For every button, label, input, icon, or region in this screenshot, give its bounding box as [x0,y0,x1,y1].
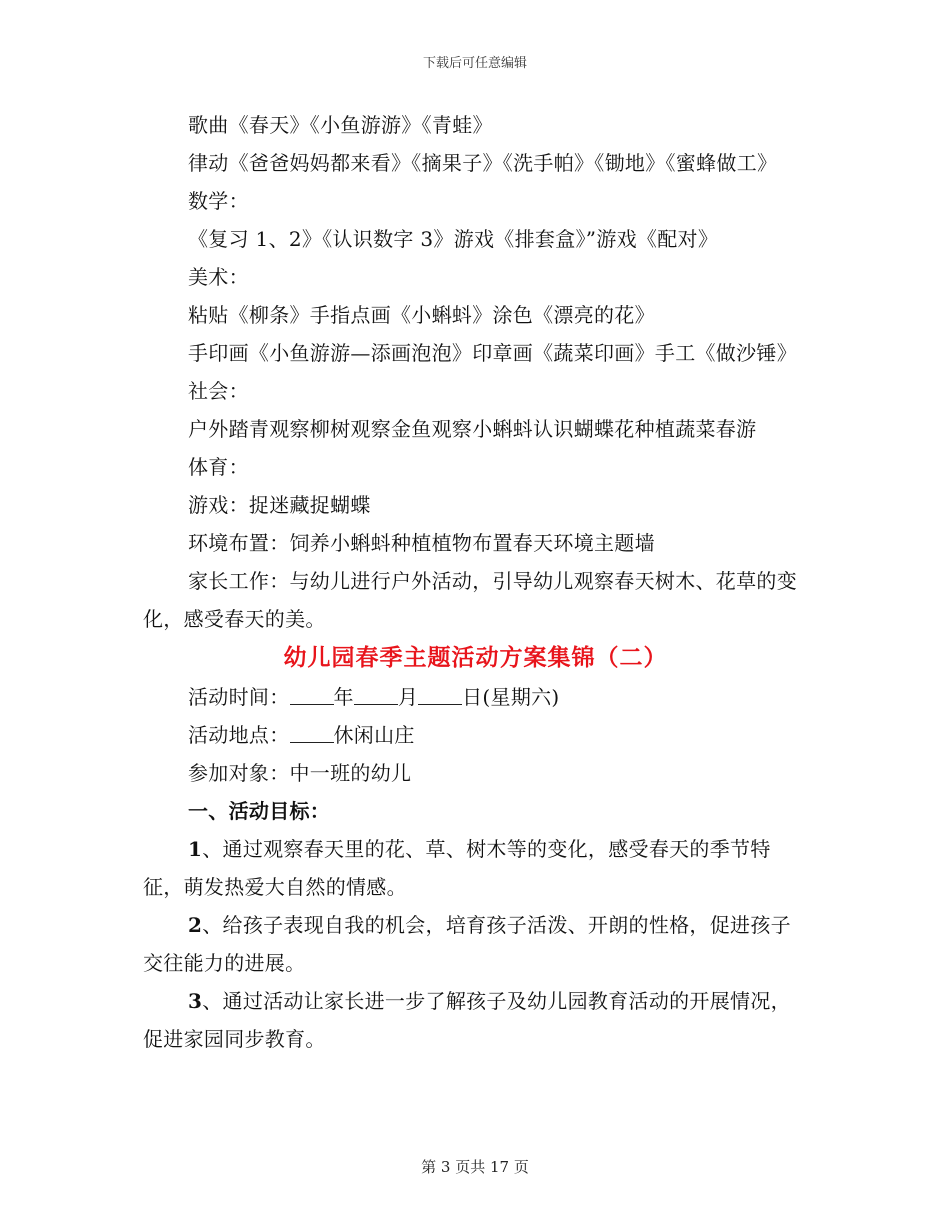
activity-place [143,716,808,754]
text-line: 律动《爸爸妈妈都来看》《摘果子》《洗手帕》《锄地》《蜜蜂做工》 [188,151,778,175]
text-line: 社会： [188,379,249,403]
text-line: 《复习 1、2》《认识数字 3》游戏《排套盒》”游戏《配对》 [188,227,719,251]
day-label: 日(星期六) [462,685,560,709]
activity-place-value: 休闲山庄 [333,723,415,747]
text-line: 家长工作：与幼儿进行户外活动，引导幼儿观察春天树木、花草的变化，感受春天的美。 [143,569,797,631]
activity-time [143,678,808,716]
month-blank [354,684,398,705]
goal-number: 3 [188,989,203,1013]
goal-text: 、给孩子表现自我的机会，培育孩子活泼、开朗的性格，促进孩子交往能力的进展。 [143,913,791,975]
goal-item [143,982,808,1058]
goal-text: 、通过活动让家长进一步了解孩子及幼儿园教育活动的开展情况，促进家园同步教育。 [143,989,791,1051]
month-label: 月 [397,685,419,709]
page-footer: 第 3 页共 17 页 [421,1158,529,1176]
activity-place-label: 活动地点： [188,723,290,747]
day-blank [418,684,462,705]
page-header: 下载后可任意编辑 [422,56,527,71]
goals-heading: 一、活动目标： [188,799,331,823]
text-line: 数学： [188,189,249,213]
place-blank [290,722,334,743]
goal-item [143,830,808,906]
text-line: 手印画《小鱼游游—添画泡泡》印章画《蔬菜印画》手工《做沙锤》 [188,341,797,365]
goal-item [143,906,808,982]
text-line: 户外踏青观察柳树观察金鱼观察小蝌蚪认识蝴蝶花种植蔬菜春游 [188,417,757,441]
section-title: 幼儿园春季主题活动方案集锦（二） [283,644,668,671]
activity-time-label: 活动时间： [188,685,290,709]
text-line: 粘贴《柳条》手指点画《小蝌蚪》涂色《漂亮的花》 [188,303,655,327]
goal-number: 2 [188,913,203,937]
text-line: 环境布置：饲养小蝌蚪种植植物布置春天环境主题墙 [188,531,655,555]
goal-number: 1 [188,837,203,861]
year-blank [290,684,334,705]
text-line: 歌曲《春天》《小鱼游游》《青蛙》 [188,113,493,137]
text-line: 体育： [188,455,249,479]
text-line: 游戏：捉迷藏捉蝴蝶 [188,493,371,517]
participants: 参加对象：中一班的幼儿 [188,761,412,785]
document-body [143,106,808,1058]
text-line: 美术： [188,265,249,289]
year-label: 年 [333,685,354,709]
goal-text: 、通过观察春天里的花、草、树木等的变化，感受春天的季节特征，萌发热爱大自然的情感。 [143,837,771,899]
